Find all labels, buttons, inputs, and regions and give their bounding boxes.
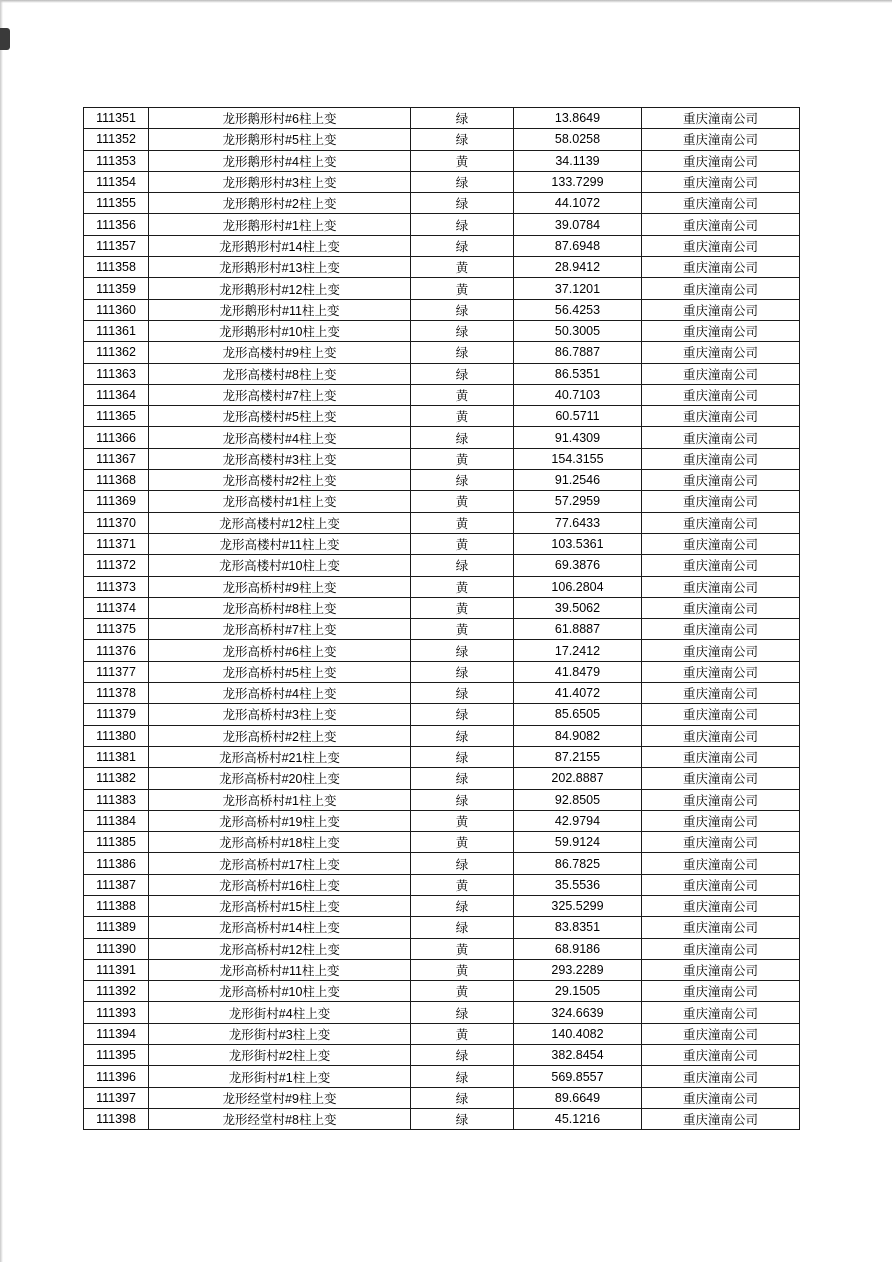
- cell-company: 重庆潼南公司: [642, 171, 800, 192]
- cell-name: 龙形鹅形村#3柱上变: [149, 171, 411, 192]
- cell-name: 龙形鹅形村#13柱上变: [149, 257, 411, 278]
- cell-id: 111395: [84, 1045, 149, 1066]
- cell-id: 111376: [84, 640, 149, 661]
- cell-name: 龙形高楼村#12柱上变: [149, 512, 411, 533]
- table-row: [84, 725, 800, 746]
- cell-name: 龙形高桥村#15柱上变: [149, 895, 411, 916]
- cell-company: 重庆潼南公司: [642, 1002, 800, 1023]
- table-row: [84, 1087, 800, 1108]
- cell-name: 龙形经堂村#9柱上变: [149, 1087, 411, 1108]
- cell-value: 37.1201: [514, 278, 642, 299]
- cell-name: 龙形高楼村#1柱上变: [149, 491, 411, 512]
- cell-name: 龙形高桥村#11柱上变: [149, 959, 411, 980]
- cell-id: 111385: [84, 832, 149, 853]
- cell-id: 111371: [84, 533, 149, 554]
- cell-name: 龙形高桥村#1柱上变: [149, 789, 411, 810]
- table-row: [84, 257, 800, 278]
- cell-id: 111359: [84, 278, 149, 299]
- cell-name: 龙形鹅形村#5柱上变: [149, 129, 411, 150]
- cell-value: 77.6433: [514, 512, 642, 533]
- cell-value: 324.6639: [514, 1002, 642, 1023]
- cell-company: 重庆潼南公司: [642, 299, 800, 320]
- cell-value: 154.3155: [514, 448, 642, 469]
- cell-value: 69.3876: [514, 555, 642, 576]
- cell-id: 111381: [84, 746, 149, 767]
- cell-id: 111393: [84, 1002, 149, 1023]
- cell-company: 重庆潼南公司: [642, 427, 800, 448]
- cell-status: 绿: [411, 299, 514, 320]
- cell-name: 龙形高楼村#11柱上变: [149, 533, 411, 554]
- cell-status: 绿: [411, 1087, 514, 1108]
- table-row: [84, 108, 800, 129]
- cell-value: 39.0784: [514, 214, 642, 235]
- cell-company: 重庆潼南公司: [642, 704, 800, 725]
- table-row: [84, 235, 800, 256]
- cell-id: 111378: [84, 683, 149, 704]
- cell-value: 68.9186: [514, 938, 642, 959]
- cell-value: 293.2289: [514, 959, 642, 980]
- table-row: [84, 1045, 800, 1066]
- table-row: [84, 491, 800, 512]
- cell-status: 绿: [411, 683, 514, 704]
- table-row: [84, 427, 800, 448]
- table-row: [84, 363, 800, 384]
- cell-company: 重庆潼南公司: [642, 1087, 800, 1108]
- cell-id: 111364: [84, 384, 149, 405]
- cell-status: 绿: [411, 108, 514, 129]
- cell-id: 111356: [84, 214, 149, 235]
- table-row: [84, 406, 800, 427]
- cell-name: 龙形鹅形村#12柱上变: [149, 278, 411, 299]
- cell-id: 111394: [84, 1023, 149, 1044]
- cell-company: 重庆潼南公司: [642, 193, 800, 214]
- cell-name: 龙形高桥村#5柱上变: [149, 661, 411, 682]
- cell-id: 111353: [84, 150, 149, 171]
- cell-id: 111379: [84, 704, 149, 725]
- cell-value: 17.2412: [514, 640, 642, 661]
- cell-value: 85.6505: [514, 704, 642, 725]
- cell-name: 龙形高桥村#2柱上变: [149, 725, 411, 746]
- cell-company: 重庆潼南公司: [642, 363, 800, 384]
- cell-status: 绿: [411, 363, 514, 384]
- table-row: [84, 683, 800, 704]
- cell-name: 龙形鹅形村#1柱上变: [149, 214, 411, 235]
- cell-name: 龙形高桥村#9柱上变: [149, 576, 411, 597]
- cell-name: 龙形街村#2柱上变: [149, 1045, 411, 1066]
- cell-company: 重庆潼南公司: [642, 725, 800, 746]
- cell-value: 60.5711: [514, 406, 642, 427]
- cell-status: 绿: [411, 470, 514, 491]
- cell-status: 绿: [411, 193, 514, 214]
- cell-company: 重庆潼南公司: [642, 470, 800, 491]
- cell-value: 45.1216: [514, 1108, 642, 1129]
- cell-name: 龙形高桥村#12柱上变: [149, 938, 411, 959]
- cell-company: 重庆潼南公司: [642, 746, 800, 767]
- cell-status: 黄: [411, 874, 514, 895]
- cell-id: 111355: [84, 193, 149, 214]
- cell-company: 重庆潼南公司: [642, 512, 800, 533]
- cell-id: 111367: [84, 448, 149, 469]
- table-body: [84, 108, 800, 1130]
- cell-status: 黄: [411, 512, 514, 533]
- cell-value: 34.1139: [514, 150, 642, 171]
- cell-name: 龙形高楼村#3柱上变: [149, 448, 411, 469]
- cell-name: 龙形高桥村#16柱上变: [149, 874, 411, 895]
- cell-status: 黄: [411, 150, 514, 171]
- cell-name: 龙形高桥村#10柱上变: [149, 981, 411, 1002]
- cell-status: 黄: [411, 981, 514, 1002]
- cell-status: 黄: [411, 257, 514, 278]
- table-row: [84, 299, 800, 320]
- cell-company: 重庆潼南公司: [642, 832, 800, 853]
- cell-id: 111365: [84, 406, 149, 427]
- cell-value: 325.5299: [514, 895, 642, 916]
- cell-id: 111398: [84, 1108, 149, 1129]
- table-row: [84, 1002, 800, 1023]
- cell-status: 绿: [411, 661, 514, 682]
- cell-status: 绿: [411, 768, 514, 789]
- cell-name: 龙形高桥村#8柱上变: [149, 597, 411, 618]
- cell-id: 111368: [84, 470, 149, 491]
- table-row: [84, 704, 800, 725]
- cell-value: 87.6948: [514, 235, 642, 256]
- cell-status: 绿: [411, 1108, 514, 1129]
- cell-status: 绿: [411, 917, 514, 938]
- scan-artifact-mark: [0, 28, 10, 50]
- cell-company: 重庆潼南公司: [642, 853, 800, 874]
- cell-id: 111352: [84, 129, 149, 150]
- cell-name: 龙形高桥村#3柱上变: [149, 704, 411, 725]
- table-row: [84, 661, 800, 682]
- table-row: [84, 853, 800, 874]
- table-row: [84, 789, 800, 810]
- cell-company: 重庆潼南公司: [642, 874, 800, 895]
- cell-status: 绿: [411, 342, 514, 363]
- cell-company: 重庆潼南公司: [642, 789, 800, 810]
- cell-id: 111377: [84, 661, 149, 682]
- cell-name: 龙形鹅形村#14柱上变: [149, 235, 411, 256]
- cell-company: 重庆潼南公司: [642, 491, 800, 512]
- cell-value: 35.5536: [514, 874, 642, 895]
- cell-value: 202.8887: [514, 768, 642, 789]
- table-row: [84, 576, 800, 597]
- cell-value: 50.3005: [514, 320, 642, 341]
- cell-company: 重庆潼南公司: [642, 214, 800, 235]
- table-row: [84, 448, 800, 469]
- cell-id: 111372: [84, 555, 149, 576]
- table-row: [84, 981, 800, 1002]
- cell-status: 黄: [411, 406, 514, 427]
- cell-id: 111366: [84, 427, 149, 448]
- cell-name: 龙形高楼村#9柱上变: [149, 342, 411, 363]
- table-row: [84, 640, 800, 661]
- cell-status: 绿: [411, 214, 514, 235]
- table-row: [84, 278, 800, 299]
- cell-company: 重庆潼南公司: [642, 108, 800, 129]
- cell-name: 龙形鹅形村#6柱上变: [149, 108, 411, 129]
- cell-id: 111354: [84, 171, 149, 192]
- cell-company: 重庆潼南公司: [642, 576, 800, 597]
- cell-company: 重庆潼南公司: [642, 597, 800, 618]
- cell-status: 绿: [411, 129, 514, 150]
- cell-name: 龙形高桥村#7柱上变: [149, 619, 411, 640]
- cell-status: 黄: [411, 278, 514, 299]
- cell-status: 黄: [411, 959, 514, 980]
- cell-value: 103.5361: [514, 533, 642, 554]
- table-row: [84, 768, 800, 789]
- cell-company: 重庆潼南公司: [642, 448, 800, 469]
- cell-id: 111375: [84, 619, 149, 640]
- transformer-data-table: [83, 107, 800, 1130]
- cell-name: 龙形高桥村#17柱上变: [149, 853, 411, 874]
- cell-name: 龙形街村#4柱上变: [149, 1002, 411, 1023]
- table-row: [84, 512, 800, 533]
- cell-value: 13.8649: [514, 108, 642, 129]
- cell-id: 111360: [84, 299, 149, 320]
- cell-value: 91.4309: [514, 427, 642, 448]
- table-row: [84, 470, 800, 491]
- cell-company: 重庆潼南公司: [642, 768, 800, 789]
- cell-name: 龙形高楼村#5柱上变: [149, 406, 411, 427]
- cell-status: 黄: [411, 810, 514, 831]
- cell-value: 42.9794: [514, 810, 642, 831]
- table-row: [84, 959, 800, 980]
- cell-id: 111387: [84, 874, 149, 895]
- table-row: [84, 810, 800, 831]
- cell-value: 41.4072: [514, 683, 642, 704]
- cell-value: 61.8887: [514, 619, 642, 640]
- cell-id: 111370: [84, 512, 149, 533]
- cell-id: 111357: [84, 235, 149, 256]
- cell-id: 111397: [84, 1087, 149, 1108]
- cell-company: 重庆潼南公司: [642, 342, 800, 363]
- cell-status: 绿: [411, 725, 514, 746]
- cell-value: 83.8351: [514, 917, 642, 938]
- cell-company: 重庆潼南公司: [642, 1066, 800, 1087]
- cell-value: 41.8479: [514, 661, 642, 682]
- cell-value: 84.9082: [514, 725, 642, 746]
- cell-company: 重庆潼南公司: [642, 257, 800, 278]
- cell-company: 重庆潼南公司: [642, 683, 800, 704]
- cell-company: 重庆潼南公司: [642, 384, 800, 405]
- cell-name: 龙形高楼村#7柱上变: [149, 384, 411, 405]
- cell-id: 111391: [84, 959, 149, 980]
- cell-name: 龙形鹅形村#10柱上变: [149, 320, 411, 341]
- cell-name: 龙形高桥村#6柱上变: [149, 640, 411, 661]
- table-row: [84, 214, 800, 235]
- cell-company: 重庆潼南公司: [642, 129, 800, 150]
- cell-id: 111388: [84, 895, 149, 916]
- cell-status: 绿: [411, 171, 514, 192]
- cell-value: 29.1505: [514, 981, 642, 1002]
- cell-company: 重庆潼南公司: [642, 810, 800, 831]
- cell-name: 龙形高楼村#2柱上变: [149, 470, 411, 491]
- cell-value: 56.4253: [514, 299, 642, 320]
- page-edge-shadow-left: [0, 0, 3, 1262]
- cell-value: 59.9124: [514, 832, 642, 853]
- cell-company: 重庆潼南公司: [642, 1108, 800, 1129]
- cell-id: 111382: [84, 768, 149, 789]
- cell-status: 绿: [411, 1066, 514, 1087]
- cell-status: 绿: [411, 895, 514, 916]
- cell-company: 重庆潼南公司: [642, 917, 800, 938]
- cell-id: 111351: [84, 108, 149, 129]
- cell-id: 111396: [84, 1066, 149, 1087]
- cell-id: 111369: [84, 491, 149, 512]
- cell-name: 龙形街村#3柱上变: [149, 1023, 411, 1044]
- cell-name: 龙形高楼村#4柱上变: [149, 427, 411, 448]
- table-row: [84, 320, 800, 341]
- cell-status: 黄: [411, 1023, 514, 1044]
- cell-id: 111386: [84, 853, 149, 874]
- cell-status: 绿: [411, 704, 514, 725]
- cell-status: 绿: [411, 853, 514, 874]
- cell-value: 140.4082: [514, 1023, 642, 1044]
- cell-value: 87.2155: [514, 746, 642, 767]
- cell-id: 111363: [84, 363, 149, 384]
- table-row: [84, 384, 800, 405]
- cell-name: 龙形经堂村#8柱上变: [149, 1108, 411, 1129]
- table-row: [84, 1066, 800, 1087]
- cell-id: 111383: [84, 789, 149, 810]
- cell-name: 龙形高桥村#18柱上变: [149, 832, 411, 853]
- table-row: [84, 938, 800, 959]
- cell-company: 重庆潼南公司: [642, 1023, 800, 1044]
- cell-status: 绿: [411, 235, 514, 256]
- cell-id: 111373: [84, 576, 149, 597]
- cell-status: 绿: [411, 1002, 514, 1023]
- cell-status: 黄: [411, 619, 514, 640]
- cell-value: 92.8505: [514, 789, 642, 810]
- cell-status: 黄: [411, 384, 514, 405]
- table-row: [84, 342, 800, 363]
- cell-company: 重庆潼南公司: [642, 278, 800, 299]
- cell-value: 569.8557: [514, 1066, 642, 1087]
- cell-name: 龙形高桥村#14柱上变: [149, 917, 411, 938]
- table-row: [84, 917, 800, 938]
- cell-id: 111384: [84, 810, 149, 831]
- cell-name: 龙形鹅形村#2柱上变: [149, 193, 411, 214]
- cell-name: 龙形鹅形村#11柱上变: [149, 299, 411, 320]
- table-row: [84, 555, 800, 576]
- cell-value: 106.2804: [514, 576, 642, 597]
- cell-value: 133.7299: [514, 171, 642, 192]
- cell-company: 重庆潼南公司: [642, 406, 800, 427]
- cell-status: 黄: [411, 576, 514, 597]
- table-row: [84, 129, 800, 150]
- cell-value: 39.5062: [514, 597, 642, 618]
- table-row: [84, 1023, 800, 1044]
- cell-status: 绿: [411, 640, 514, 661]
- cell-company: 重庆潼南公司: [642, 320, 800, 341]
- cell-name: 龙形高楼村#10柱上变: [149, 555, 411, 576]
- table-row: [84, 619, 800, 640]
- table-row: [84, 895, 800, 916]
- cell-company: 重庆潼南公司: [642, 1045, 800, 1066]
- cell-status: 黄: [411, 597, 514, 618]
- cell-value: 89.6649: [514, 1087, 642, 1108]
- cell-id: 111389: [84, 917, 149, 938]
- cell-value: 40.7103: [514, 384, 642, 405]
- cell-status: 绿: [411, 555, 514, 576]
- cell-company: 重庆潼南公司: [642, 150, 800, 171]
- cell-name: 龙形街村#1柱上变: [149, 1066, 411, 1087]
- cell-name: 龙形高楼村#8柱上变: [149, 363, 411, 384]
- cell-company: 重庆潼南公司: [642, 640, 800, 661]
- table-row: [84, 1108, 800, 1129]
- cell-company: 重庆潼南公司: [642, 661, 800, 682]
- cell-value: 58.0258: [514, 129, 642, 150]
- table-row: [84, 746, 800, 767]
- cell-id: 111358: [84, 257, 149, 278]
- cell-status: 黄: [411, 533, 514, 554]
- cell-value: 44.1072: [514, 193, 642, 214]
- cell-name: 龙形鹅形村#4柱上变: [149, 150, 411, 171]
- table-row: [84, 193, 800, 214]
- table-row: [84, 150, 800, 171]
- cell-value: 28.9412: [514, 257, 642, 278]
- cell-value: 91.2546: [514, 470, 642, 491]
- cell-status: 绿: [411, 1045, 514, 1066]
- cell-company: 重庆潼南公司: [642, 555, 800, 576]
- cell-name: 龙形高桥村#20柱上变: [149, 768, 411, 789]
- cell-status: 绿: [411, 789, 514, 810]
- table-row: [84, 874, 800, 895]
- table-row: [84, 533, 800, 554]
- cell-value: 86.5351: [514, 363, 642, 384]
- table-row: [84, 832, 800, 853]
- cell-company: 重庆潼南公司: [642, 533, 800, 554]
- cell-company: 重庆潼南公司: [642, 938, 800, 959]
- cell-id: 111361: [84, 320, 149, 341]
- cell-value: 382.8454: [514, 1045, 642, 1066]
- cell-status: 绿: [411, 320, 514, 341]
- cell-company: 重庆潼南公司: [642, 981, 800, 1002]
- cell-value: 86.7887: [514, 342, 642, 363]
- table-row: [84, 597, 800, 618]
- cell-company: 重庆潼南公司: [642, 959, 800, 980]
- cell-status: 绿: [411, 746, 514, 767]
- cell-id: 111374: [84, 597, 149, 618]
- cell-status: 黄: [411, 448, 514, 469]
- cell-status: 黄: [411, 832, 514, 853]
- table-row: [84, 171, 800, 192]
- cell-id: 111380: [84, 725, 149, 746]
- cell-company: 重庆潼南公司: [642, 895, 800, 916]
- page-edge-shadow-top: [0, 0, 892, 3]
- cell-value: 57.2959: [514, 491, 642, 512]
- cell-value: 86.7825: [514, 853, 642, 874]
- cell-id: 111390: [84, 938, 149, 959]
- cell-name: 龙形高桥村#21柱上变: [149, 746, 411, 767]
- cell-id: 111392: [84, 981, 149, 1002]
- cell-id: 111362: [84, 342, 149, 363]
- cell-status: 黄: [411, 491, 514, 512]
- cell-company: 重庆潼南公司: [642, 235, 800, 256]
- cell-name: 龙形高桥村#19柱上变: [149, 810, 411, 831]
- cell-company: 重庆潼南公司: [642, 619, 800, 640]
- cell-status: 绿: [411, 427, 514, 448]
- cell-status: 黄: [411, 938, 514, 959]
- cell-name: 龙形高桥村#4柱上变: [149, 683, 411, 704]
